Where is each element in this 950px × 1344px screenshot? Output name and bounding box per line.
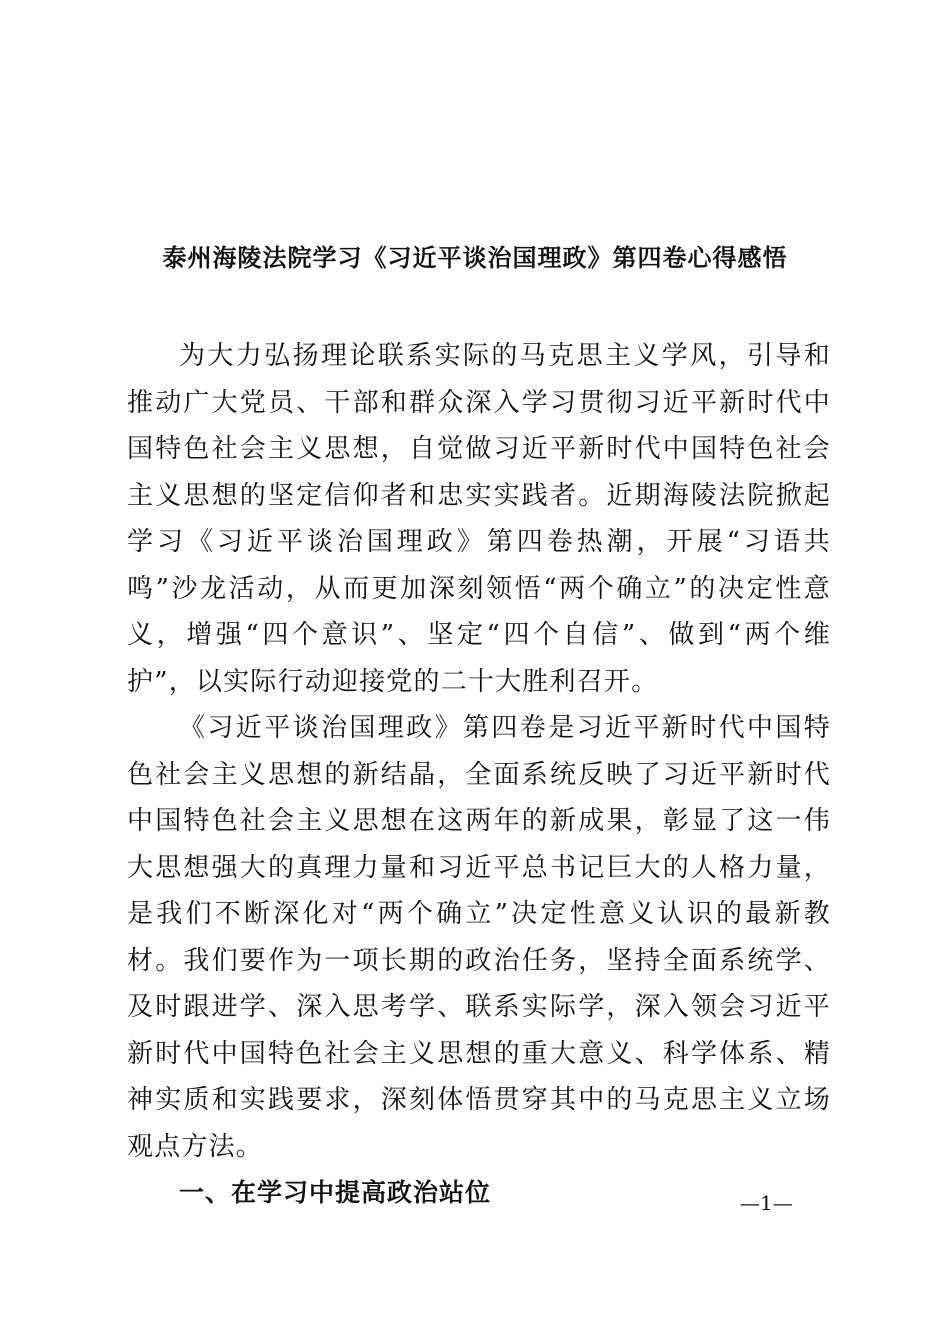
document-body (127, 333, 831, 1217)
paragraph-2: 《习近平谈治国理政》第四卷是习近平新时代中国特色社会主义思想的新结晶，全面系统反映了习近平新时代中国特色社会主义思想在这两年的新成果，彰显了这一伟大思想强大的真理力量和习近平总书记巨大的人格力量，是我们不断深化对“两个确立”决定性意义认识的最新教材。我们要作为一项长期的政治任务，坚持全面系统学、及时跟进学、深入思考学、联系实际学，深入领会习近平新时代中国特色社会主义思想的重大意义、科学体系、精神实质和实践要求，深刻体悟贯穿其中的马克思主义立场观点方法。 (127, 713, 831, 1162)
document-title: 泰州海陵法院学习《习近平谈治国理政》第四卷心得感悟 (162, 243, 788, 272)
paragraph-1: 为大力弘扬理论联系实际的马克思主义学风，引导和推动广大党员、干部和群众深入学习贯彻习近平新时代中国特色社会主义思想，自觉做习近平新时代中国特色社会主义思想的坚定信仰者和忠实实践者。近期海陵法院掀起学习《习近平谈治国理政》第四卷热潮，开展“习语共鸣”沙龙活动，从而更加深刻领悟“两个确立”的决定性意义，增强“四个意识”、坚定“四个自信”、做到“两个维护”，以实际行动迎接党的二十大胜利召开。 (127, 341, 831, 697)
section-heading: 一、在学习中提高政治站位 (179, 1178, 492, 1207)
page-number: —1— (740, 1191, 793, 1215)
